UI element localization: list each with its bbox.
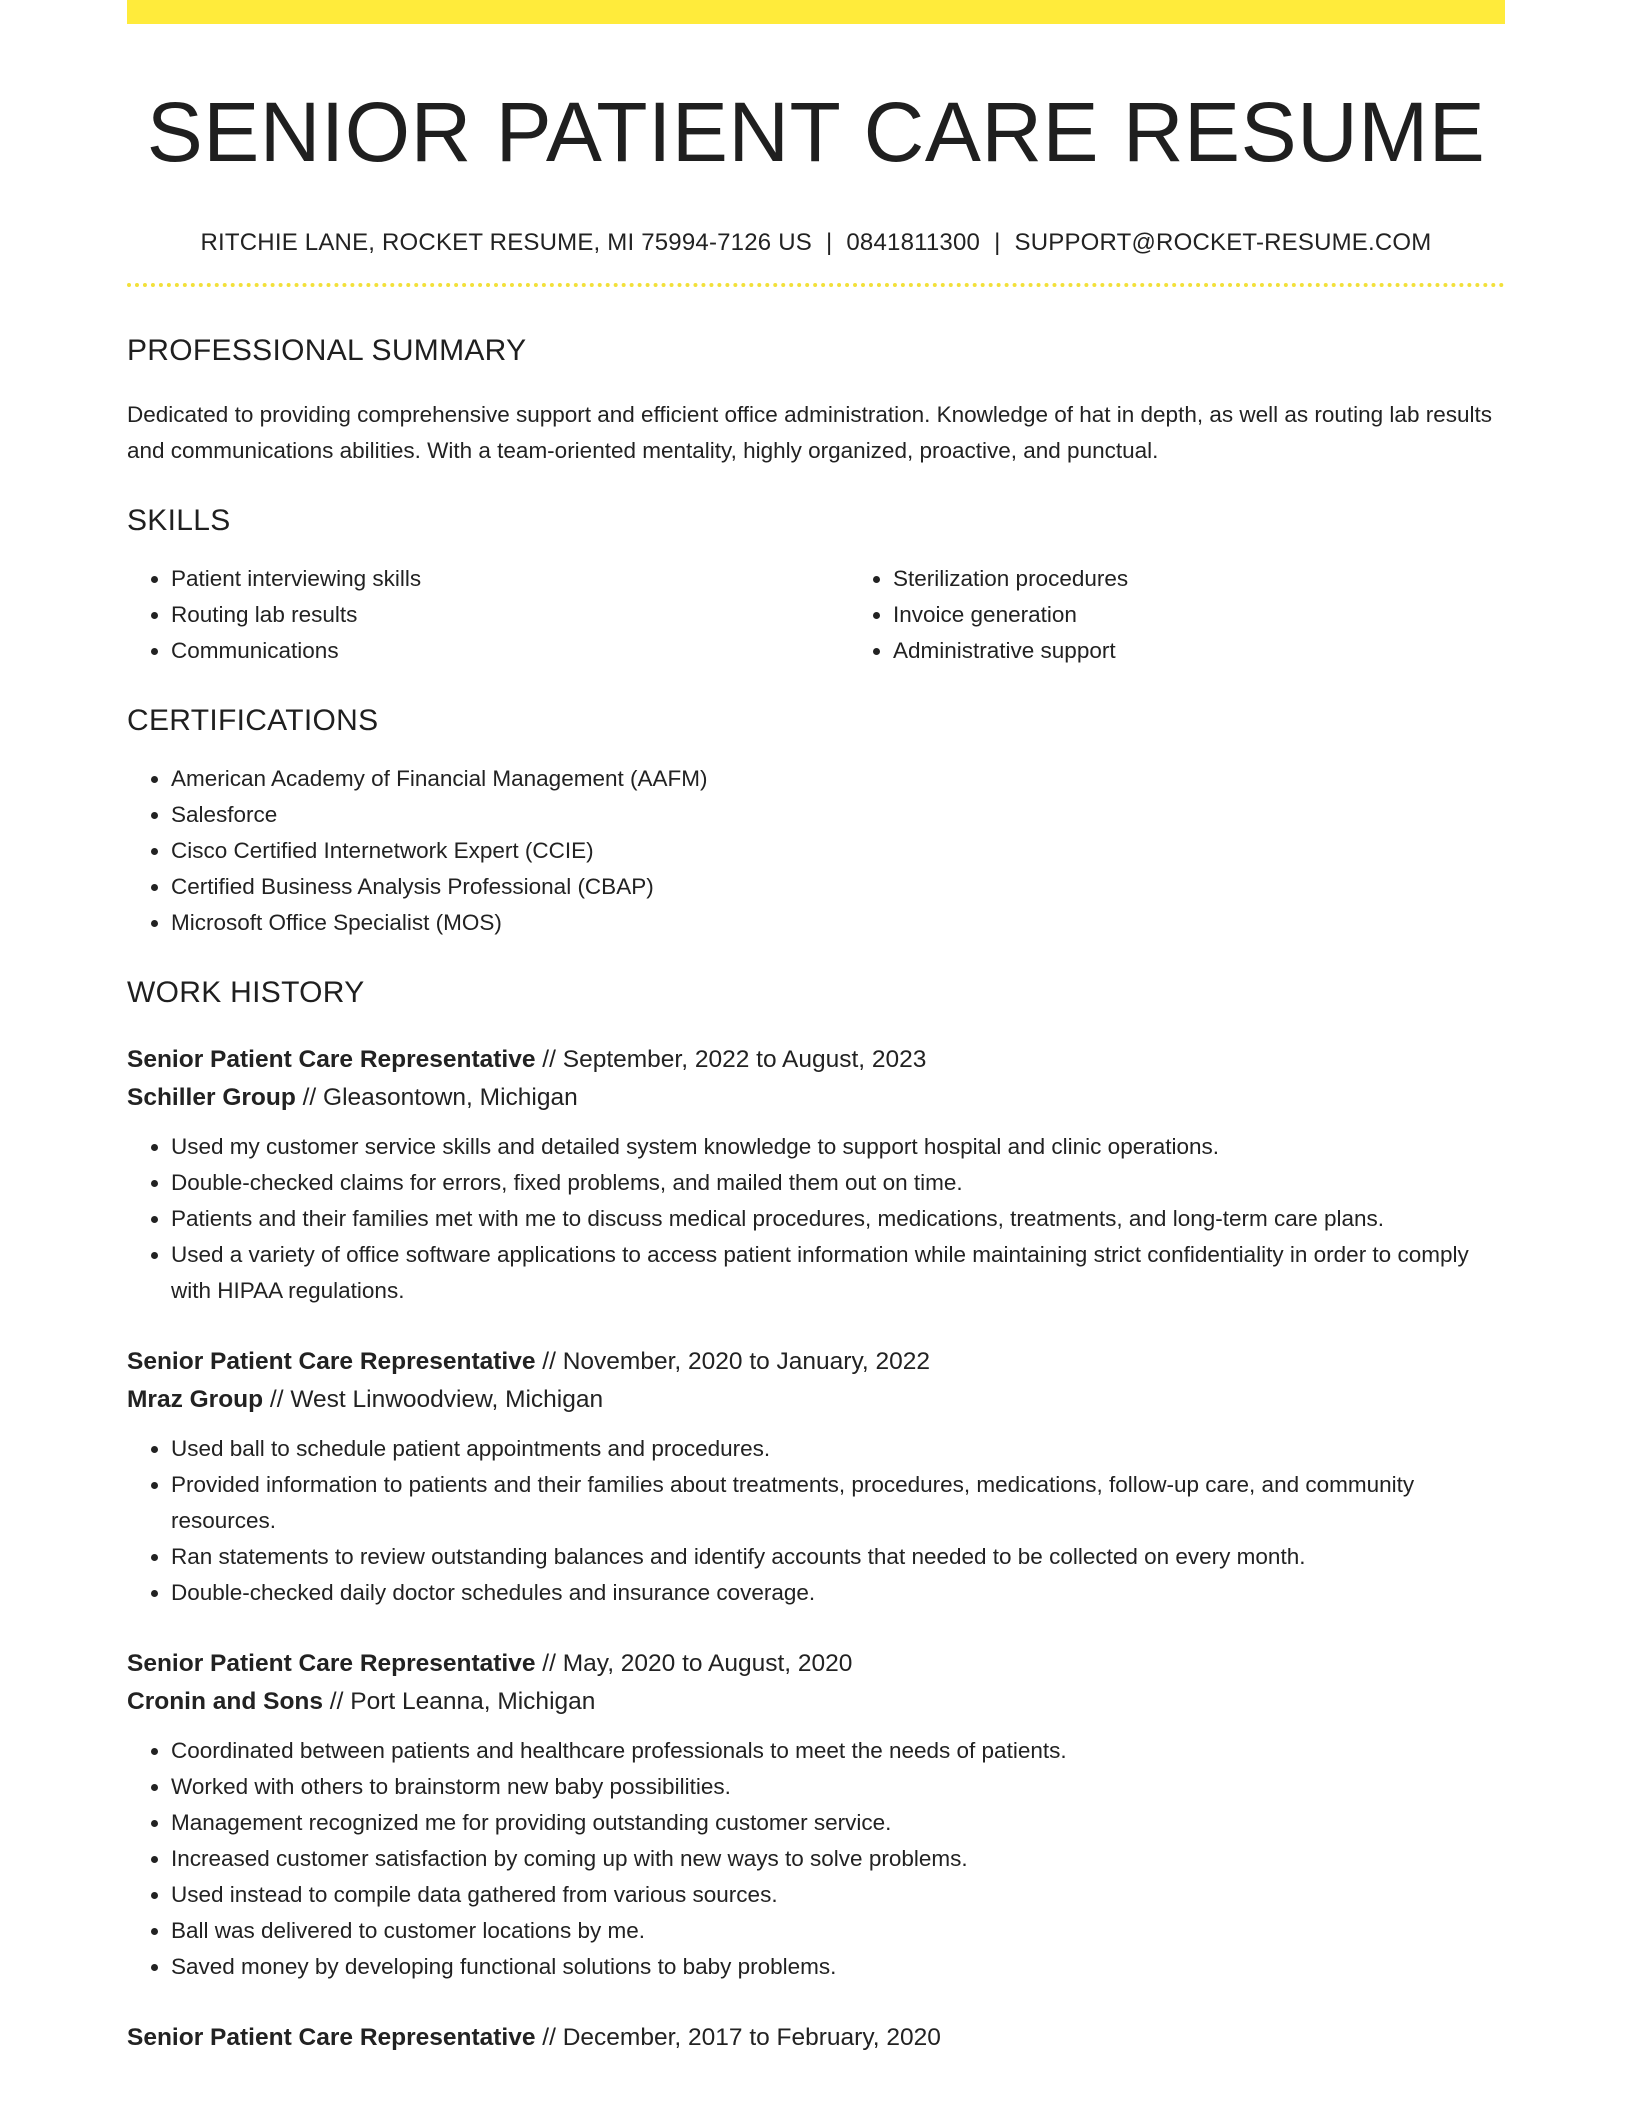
- job-entry: [127, 1645, 1505, 1985]
- job-title: Senior Patient Care Representative: [127, 1347, 536, 1375]
- job-title-line: [127, 1645, 1505, 1683]
- job-location: // Port Leanna, Michigan: [323, 1687, 596, 1715]
- summary-heading: PROFESSIONAL SUMMARY: [127, 333, 527, 367]
- job-bullet: • Worked with others to brainstorm new baby possibilities.: [171, 1769, 1505, 1805]
- contact-separator: |: [825, 228, 833, 256]
- contact-email: SUPPORT@ROCKET-RESUME.COM: [1014, 228, 1432, 256]
- job-bullet: • Ball was delivered to customer locations by me.: [171, 1913, 1505, 1949]
- skill-item: • Routing lab results: [171, 597, 849, 633]
- job-bullet: • Double-checked claims for errors, fixed problems, and mailed them out on time.: [171, 1165, 1505, 1201]
- contact-phone: 0841811300: [846, 228, 981, 256]
- job-title: Senior Patient Care Representative: [127, 1045, 536, 1073]
- job-bullet: • Increased customer satisfaction by coming up with new ways to solve problems.: [171, 1841, 1505, 1877]
- job-bullet: • Management recognized me for providing outstanding customer service.: [171, 1805, 1505, 1841]
- job-dates: // May, 2020 to August, 2020: [535, 1649, 853, 1677]
- job-company-line: [127, 1079, 1505, 1117]
- accent-top-bar: [127, 0, 1505, 24]
- skill-item: • Communications: [171, 633, 849, 669]
- contact-address: RITCHIE LANE, ROCKET RESUME, MI 75994-7126 US: [200, 228, 812, 256]
- resume-page: [127, 0, 1505, 2057]
- summary-section: [127, 333, 1505, 469]
- job-title: Senior Patient Care Representative: [127, 1649, 536, 1677]
- certification-item: • Cisco Certified Internetwork Expert (CCIE): [171, 833, 1505, 869]
- skill-item: • Sterilization procedures: [893, 561, 1571, 597]
- certifications-list: [127, 761, 1505, 941]
- job-bullets: [127, 1431, 1505, 1611]
- job-title-line: [127, 1343, 1505, 1381]
- job-location: // Gleasontown, Michigan: [295, 1083, 578, 1111]
- job-dates: // December, 2017 to February, 2020: [535, 2023, 941, 2051]
- job-dates: // September, 2022 to August, 2023: [535, 1045, 927, 1073]
- skill-item: • Patient interviewing skills: [171, 561, 849, 597]
- job-bullet: • Coordinated between patients and healthcare professionals to meet the needs of patients.: [171, 1733, 1505, 1769]
- job-entry: [127, 1343, 1505, 1611]
- work-history-heading: WORK HISTORY: [127, 975, 365, 1009]
- job-title: Senior Patient Care Representative: [127, 2023, 536, 2051]
- skill-item: • Invoice generation: [893, 597, 1571, 633]
- skills-section: [127, 503, 1505, 669]
- skills-list-left: [127, 561, 849, 669]
- job-bullets: [127, 1733, 1505, 1985]
- job-title-line: [127, 1041, 1505, 1079]
- job-bullet: • Ran statements to review outstanding balances and identify accounts that needed to be collected on every month.: [171, 1539, 1505, 1575]
- resume-title: SENIOR PATIENT CARE RESUME: [146, 85, 1486, 179]
- job-bullets: [127, 1129, 1505, 1309]
- job-bullet: • Used my customer service skills and detailed system knowledge to support hospital and clinic operations.: [171, 1129, 1505, 1165]
- certification-item: • Microsoft Office Specialist (MOS): [171, 905, 1505, 941]
- job-company: Cronin and Sons: [127, 1687, 323, 1715]
- skill-item: • Administrative support: [893, 633, 1571, 669]
- job-entry: [127, 1041, 1505, 1309]
- certification-item: • Salesforce: [171, 797, 1505, 833]
- contact-line: [127, 229, 1505, 257]
- job-company: Schiller Group: [127, 1083, 296, 1111]
- skills-heading: SKILLS: [127, 503, 231, 537]
- dotted-divider: [127, 283, 1505, 287]
- job-bullet: • Patients and their families met with me to discuss medical procedures, medications, treatments, and long-term care plans.: [171, 1201, 1505, 1237]
- work-history-section: [127, 975, 1505, 2057]
- job-dates: // November, 2020 to January, 2022: [535, 1347, 931, 1375]
- certifications-heading: CERTIFICATIONS: [127, 703, 379, 737]
- job-entry: [127, 2019, 1505, 2057]
- skills-list-right: [849, 561, 1571, 669]
- job-bullet: • Used instead to compile data gathered from various sources.: [171, 1877, 1505, 1913]
- job-company: Mraz Group: [127, 1385, 264, 1413]
- job-title-line: [127, 2019, 1505, 2057]
- skills-grid: [127, 561, 1505, 669]
- contact-separator: |: [994, 228, 1001, 256]
- job-location: // West Linwoodview, Michigan: [263, 1385, 604, 1413]
- certifications-section: [127, 703, 1505, 941]
- job-bullet: • Used ball to schedule patient appointments and procedures.: [171, 1431, 1505, 1467]
- certification-item: • Certified Business Analysis Professional (CBAP): [171, 869, 1505, 905]
- job-company-line: [127, 1683, 1505, 1721]
- job-bullet: • Provided information to patients and their families about treatments, procedures, medications, follow-up care, and community resources.: [171, 1467, 1505, 1539]
- job-bullet: • Saved money by developing functional solutions to baby problems.: [171, 1949, 1505, 1985]
- summary-text: Dedicated to providing comprehensive support and efficient office administration. Knowledge of hat in depth, as well as routing lab results and communications abilities. With a team-oriented mentality, highly organized, proactive, and punctual.: [127, 401, 1492, 463]
- job-bullet: • Double-checked daily doctor schedules and insurance coverage.: [171, 1575, 1505, 1611]
- job-company-line: [127, 1381, 1505, 1419]
- certification-item: • American Academy of Financial Management (AAFM): [171, 761, 1505, 797]
- job-bullet: • Used a variety of office software applications to access patient information while maintaining strict confidentiality in order to comply with HIPAA regulations.: [171, 1237, 1505, 1309]
